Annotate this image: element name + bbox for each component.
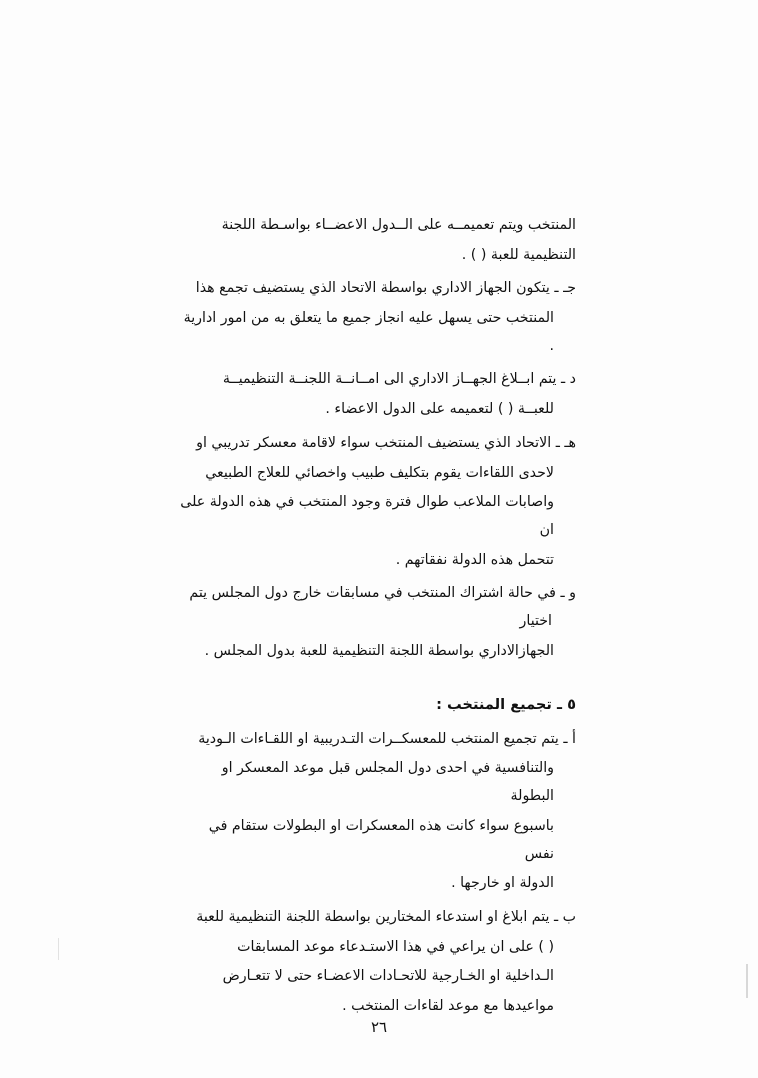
text-run: يتكون الجهاز الاداري بواسطة الاتحاد الذي يستضيف تجمع هذا bbox=[195, 280, 550, 297]
text-line: المنتخب ويتم تعميمــه على الــدول الاعضــاء بواسـطة اللجنة bbox=[221, 217, 576, 233]
list-item-waw bbox=[180, 580, 576, 665]
list-marker: أ ـ bbox=[563, 730, 576, 747]
text-run: يتم تجميع المنتخب للمعسكــرات التـدريبية او اللقـاءات الـودية bbox=[198, 730, 559, 747]
page-number: ٢٦ bbox=[370, 1018, 388, 1036]
list-marker: د ـ bbox=[561, 371, 576, 388]
scan-edge-artifact-secondary bbox=[58, 938, 59, 960]
text-line bbox=[180, 904, 576, 932]
text-line: مواعيدها مع موعد لقاءات المنتخب . bbox=[342, 997, 554, 1014]
text-line: تتحمل هذه الدولة نفقاتهم . bbox=[395, 551, 554, 568]
page-content bbox=[180, 212, 576, 1027]
section-heading: ٥ ـ تجميع المنتخب : bbox=[436, 696, 576, 714]
text-line: التنظيمية للعبة ( ) . bbox=[461, 246, 576, 263]
list-marker: و ـ bbox=[560, 585, 576, 602]
text-run: يتم ابلاغ او استدعاء المختارين بواسطة اللجنة التنظيمية للعبة bbox=[196, 908, 550, 925]
list-marker: هـ ـ bbox=[555, 434, 576, 451]
scan-edge-artifact bbox=[746, 964, 748, 998]
list-marker: جـ ـ bbox=[554, 280, 576, 297]
list-item-haa bbox=[180, 430, 576, 574]
text-line bbox=[180, 275, 576, 303]
list-item-jeem bbox=[180, 275, 576, 360]
text-line: الدولة او خارجها . bbox=[451, 875, 554, 892]
text-run: يتم ابــلاغ الجهــاز الاداري الى امــانــة اللجنــة التنظيميــة bbox=[222, 371, 557, 388]
text-line bbox=[180, 366, 576, 394]
text-run: في حالة اشتراك المنتخب في مسابقات خارج دول المجلس يتم اختيار bbox=[189, 585, 556, 629]
text-line bbox=[180, 726, 576, 754]
list-item-alef bbox=[180, 726, 576, 898]
text-line: باسبوع سواء كانت هذه المعسكرات او البطولات ستقام في نفس bbox=[208, 817, 554, 862]
text-line: ( ) على ان يراعي في هذا الاستـدعاء موعد المسابقات bbox=[237, 938, 554, 955]
text-line: الجهازالاداري بواسطة اللجنة التنظيمية للعبة بدول المجلس . bbox=[204, 642, 554, 659]
text-run: الاتحاد الذي يستضيف المنتخب سواء لاقامة معسكر تدريبي او bbox=[196, 434, 552, 451]
text-line: الـداخلية او الخـارجية للاتحـادات الاعضـاء حتى لا تتعـارض bbox=[222, 968, 554, 985]
text-line: للعبــة ( ) لتعميمه على الدول الاعضاء . bbox=[325, 401, 554, 418]
text-line: والتنافسية في احدى دول المجلس قبل موعد المعسكر او البطولة bbox=[221, 760, 554, 805]
text-line: واصابات الملاعب طوال فترة وجود المنتخب في هذه الدولة على ان bbox=[180, 494, 554, 538]
text-line: المنتخب حتى يسهل عليه انجاز جميع ما يتعلق به من امور ادارية . bbox=[183, 310, 554, 354]
list-item-dal bbox=[180, 366, 576, 423]
text-line bbox=[180, 580, 576, 635]
text-line: لاحدى اللقاءات يقوم بتكليف طبيب واخصائي للعلاج الطبيعي bbox=[205, 464, 554, 481]
list-item-baa bbox=[180, 904, 576, 1021]
list-marker: ب ـ bbox=[553, 908, 576, 925]
text-line bbox=[180, 430, 576, 458]
paragraph-continuation bbox=[180, 212, 576, 269]
